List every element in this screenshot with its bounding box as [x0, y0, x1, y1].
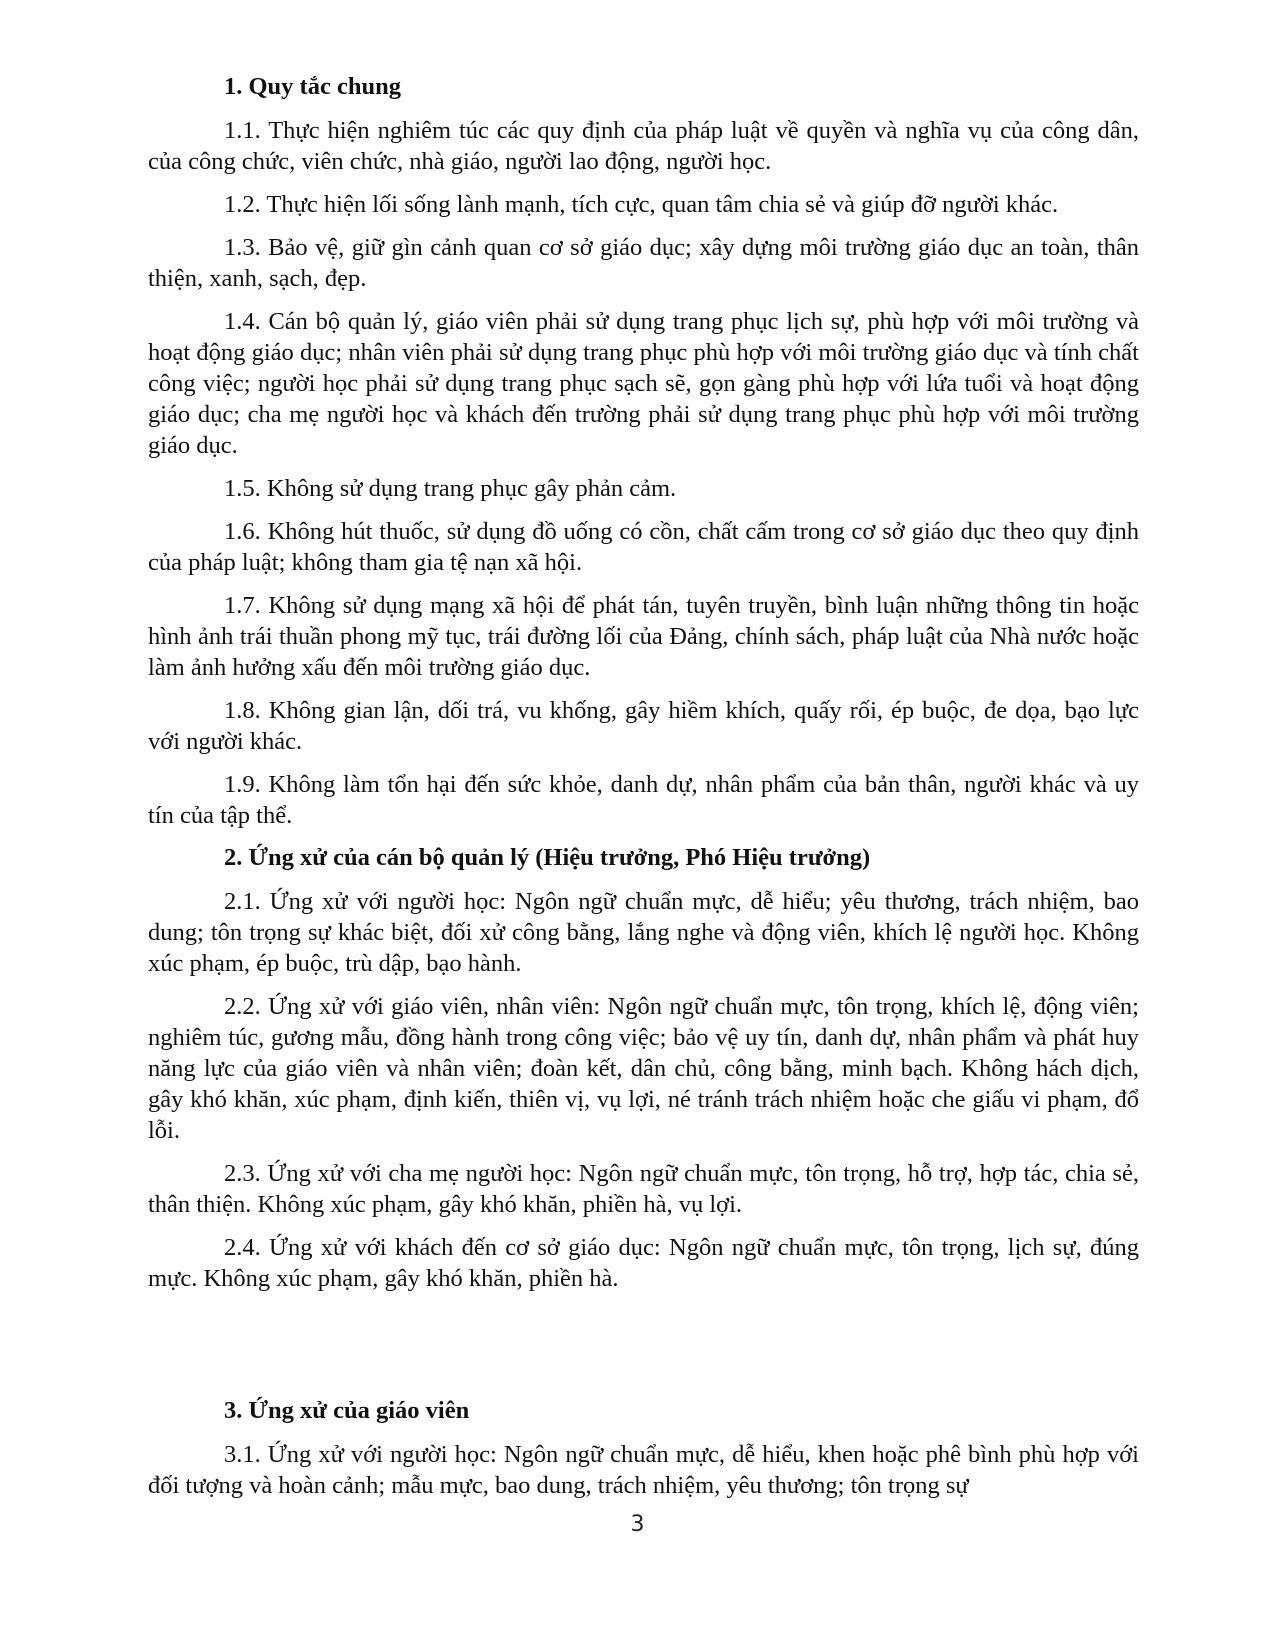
section-spacer [148, 1306, 1139, 1396]
page-number: 3 [630, 1512, 645, 1537]
paragraph: 1.7. Không sử dụng mạng xã hội để phát tán, tuyên truyền, bình luận những thông tin hoặc hình ảnh trái thuần phong mỹ tục, trái đường lối của Đảng, chính sách, pháp luật của Nhà nước hoặc làm ảnh hưởng xấu đến môi trường giáo dục. [148, 592, 1139, 681]
section-heading: 1. Quy tắc chung [224, 73, 401, 100]
paragraph: 1.4. Cán bộ quản lý, giáo viên phải sử dụng trang phục lịch sự, phù hợp với môi trường và hoạt động giáo dục; nhân viên phải sử dụng trang phục phù hợp với môi trường giáo dục và tính chất công việc; người học phải sử dụng trang phục sạch sẽ, gọn gàng phù hợp với lứa tuổi và hoạt động giáo dục; cha mẹ người học và khách đến trường phải sử dụng trang phục phù hợp với môi trường giáo dục. [148, 308, 1139, 459]
paragraph: 1.8. Không gian lận, dối trá, vu khống, gây hiềm khích, quấy rối, ép buộc, đe dọa, bạo lực với người khác. [148, 697, 1139, 755]
paragraph: 2.4. Ứng xử với khách đến cơ sở giáo dục: Ngôn ngữ chuẩn mực, tôn trọng, lịch sự, đúng mực. Không xúc phạm, gây khó khăn, phiền hà. [148, 1234, 1139, 1292]
paragraph: 1.9. Không làm tổn hại đến sức khỏe, danh dự, nhân phẩm của bản thân, người khác và uy tín của tập thể. [148, 771, 1139, 829]
paragraph: 1.3. Bảo vệ, giữ gìn cảnh quan cơ sở giáo dục; xây dựng môi trường giáo dục an toàn, thân thiện, xanh, sạch, đẹp. [148, 234, 1139, 292]
section-2 [148, 843, 1139, 1294]
section-1 [148, 72, 1139, 831]
paragraph: 1.5. Không sử dụng trang phục gây phản cảm. [224, 475, 677, 502]
document-page [148, 72, 1139, 1513]
section-3 [148, 1396, 1139, 1501]
paragraph: 1.2. Thực hiện lối sống lành mạnh, tích cực, quan tâm chia sẻ và giúp đỡ người khác. [224, 191, 1059, 218]
paragraph: 2.1. Ứng xử với người học: Ngôn ngữ chuẩn mực, dễ hiểu; yêu thương, trách nhiệm, bao dung; tôn trọng sự khác biệt, đối xử công bằng, lắng nghe và động viên, khích lệ người học. Không xúc phạm, ép buộc, trù dập, bạo hành. [148, 888, 1139, 977]
paragraph: 2.3. Ứng xử với cha mẹ người học: Ngôn ngữ chuẩn mực, tôn trọng, hỗ trợ, hợp tác, chia sẻ, thân thiện. Không xúc phạm, gây khó khăn, phiền hà, vụ lợi. [148, 1160, 1139, 1218]
section-heading: 3. Ứng xử của giáo viên [224, 1397, 470, 1424]
paragraph: 2.2. Ứng xử với giáo viên, nhân viên: Ngôn ngữ chuẩn mực, tôn trọng, khích lệ, động viên; nghiêm túc, gương mẫu, đồng hành trong công việc; bảo vệ uy tín, danh dự, nhân phẩm và phát huy năng lực của giáo viên và nhân viên; đoàn kết, dân chủ, công bằng, minh bạch. Không hách dịch, gây khó khăn, xúc phạm, định kiến, thiên vị, vụ lợi, né tránh trách nhiệm hoặc che giấu vi phạm, đổ lỗi. [148, 993, 1139, 1144]
paragraph: 3.1. Ứng xử với người học: Ngôn ngữ chuẩn mực, dễ hiểu, khen hoặc phê bình phù hợp với đối tượng và hoàn cảnh; mẫu mực, bao dung, trách nhiệm, yêu thương; tôn trọng sự [148, 1441, 1139, 1499]
paragraph: 1.1. Thực hiện nghiêm túc các quy định của pháp luật về quyền và nghĩa vụ của công dân, của công chức, viên chức, nhà giáo, người lao động, người học. [148, 117, 1139, 175]
paragraph: 1.6. Không hút thuốc, sử dụng đồ uống có cồn, chất cấm trong cơ sở giáo dục theo quy định của pháp luật; không tham gia tệ nạn xã hội. [148, 518, 1139, 576]
section-heading: 2. Ứng xử của cán bộ quản lý (Hiệu trưởng, Phó Hiệu trưởng) [224, 844, 871, 871]
